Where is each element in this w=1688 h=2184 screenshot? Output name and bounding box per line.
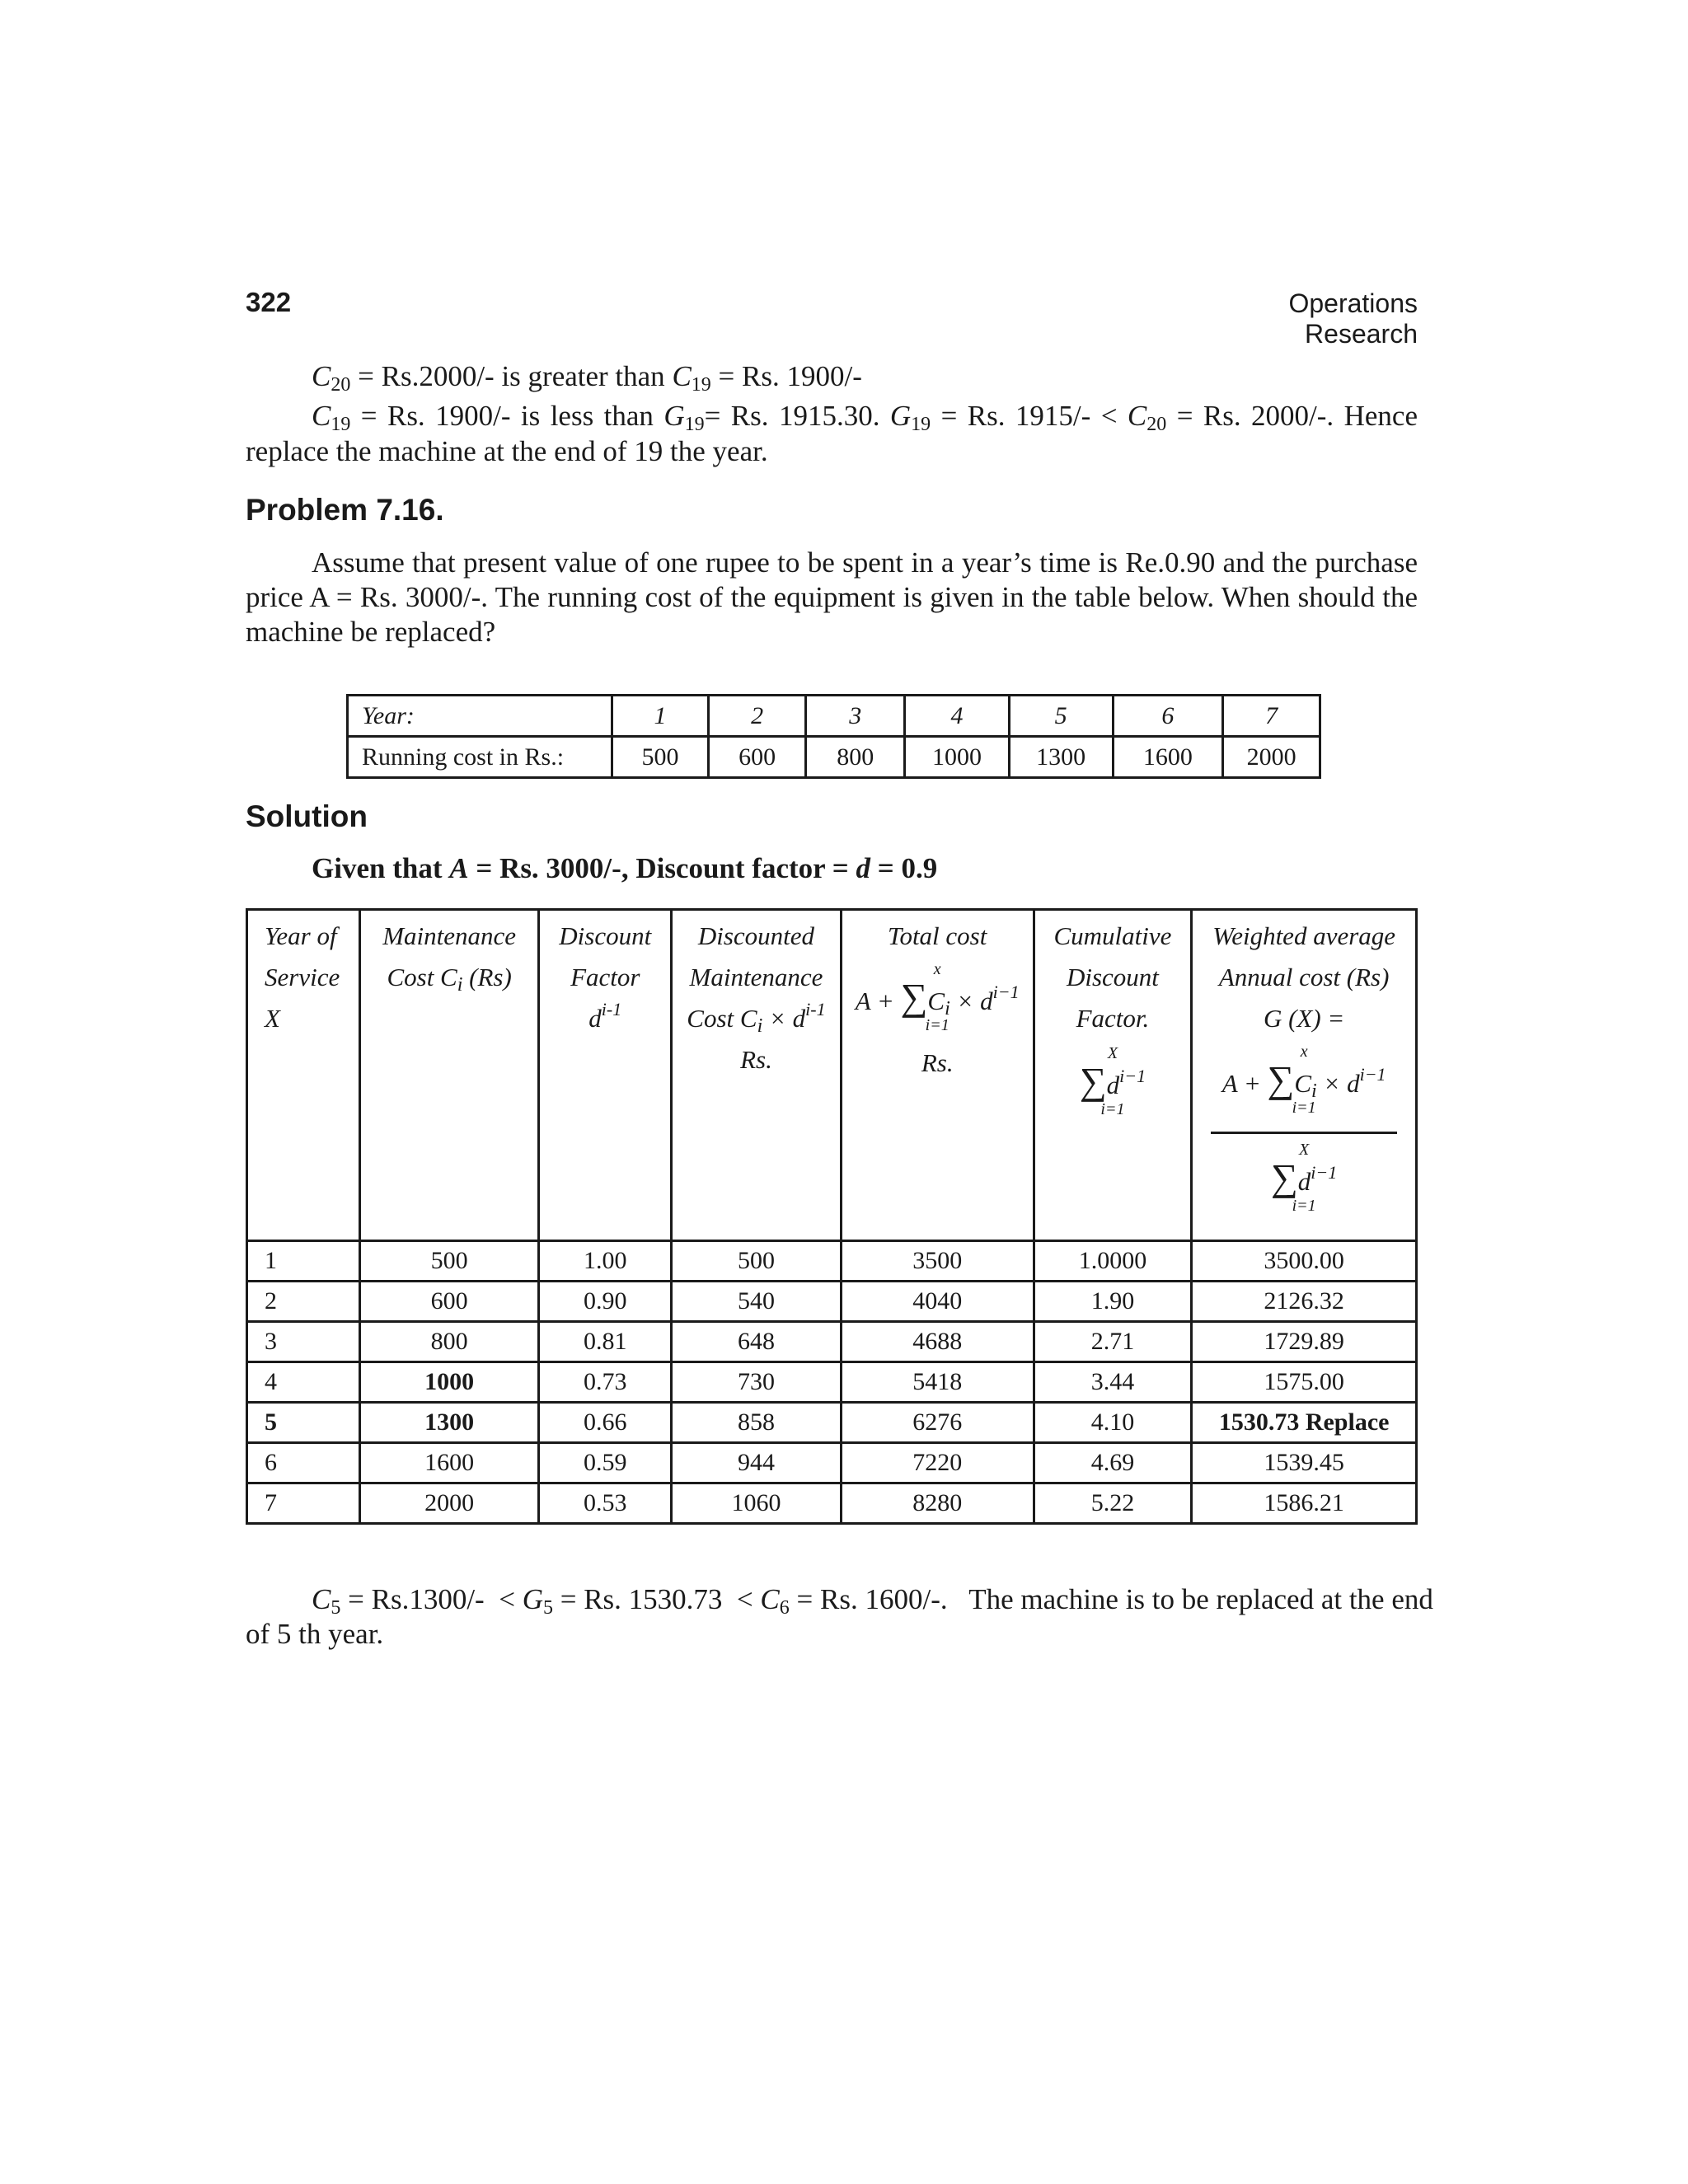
running-cost-table bbox=[346, 694, 1321, 779]
year-cell: 5 bbox=[1009, 696, 1113, 737]
problem-line-3: machine be replaced? bbox=[246, 616, 496, 648]
cell-cumulative: 1.90 bbox=[1034, 1282, 1192, 1322]
table-row bbox=[247, 1362, 1417, 1403]
year-cell: 1 bbox=[612, 696, 709, 737]
cell-factor: 0.81 bbox=[539, 1322, 672, 1362]
cell-cumulative: 4.10 bbox=[1034, 1403, 1192, 1443]
conclusion-line-2: of 5 th year. bbox=[246, 1618, 384, 1650]
table-row bbox=[247, 1322, 1417, 1362]
cell-discounted: 944 bbox=[672, 1443, 842, 1483]
header-cumulative-discount: Cumulative Discount Factor. X $\sum d^{i-1}$ i=1 bbox=[1034, 910, 1192, 1241]
cell-cumulative: 4.69 bbox=[1034, 1443, 1192, 1483]
cost-cell: 2000 bbox=[1223, 737, 1320, 778]
cell-factor: 1.00 bbox=[539, 1241, 672, 1282]
cell-factor: 0.73 bbox=[539, 1362, 672, 1403]
page-number: 322 bbox=[246, 287, 292, 317]
cell-year: 5 bbox=[247, 1403, 360, 1443]
cost-cell: 1300 bbox=[1009, 737, 1113, 778]
cell-total: 3500 bbox=[841, 1241, 1034, 1282]
given-line: Given that A = Rs. 3000/-, Discount factor = d = 0.9 bbox=[312, 852, 938, 884]
cumulative-formula: X $\sum d^{i-1}$ i=1 bbox=[1079, 1044, 1146, 1118]
table-row bbox=[247, 1443, 1417, 1483]
cell-maintenance: 1300 bbox=[359, 1403, 539, 1443]
problem-line-2: price A = Rs. 3000/-. The running cost of the equipment is given in the table below. When should the bbox=[246, 581, 1418, 613]
cell-total: 8280 bbox=[841, 1483, 1034, 1524]
cell-factor: 0.53 bbox=[539, 1483, 672, 1524]
cell-total: 6276 bbox=[841, 1403, 1034, 1443]
cell-weighted: 1530.73 Replace bbox=[1192, 1403, 1417, 1443]
year-cell: 6 bbox=[1113, 696, 1223, 737]
cell-maintenance: 800 bbox=[359, 1322, 539, 1362]
cell-year: 6 bbox=[247, 1443, 360, 1483]
solution-header-row bbox=[247, 910, 1417, 1241]
cell-discounted: 540 bbox=[672, 1282, 842, 1322]
cell-discounted: 730 bbox=[672, 1362, 842, 1403]
cost-cell: 1600 bbox=[1113, 737, 1223, 778]
cell-factor: 0.90 bbox=[539, 1282, 672, 1322]
solution-heading: Solution bbox=[246, 799, 368, 833]
weighted-denominator: X $\sum d^{i-1}$ i=1 bbox=[1271, 1141, 1338, 1215]
cell-maintenance: 600 bbox=[359, 1282, 539, 1322]
cell-cumulative: 1.0000 bbox=[1034, 1241, 1192, 1282]
cell-total: 4040 bbox=[841, 1282, 1034, 1322]
cell-weighted: 1539.45 bbox=[1192, 1443, 1417, 1483]
cell-maintenance: 2000 bbox=[359, 1483, 539, 1524]
header-discount-factor: Discount Factor $d^{i-1}$ bbox=[539, 910, 672, 1241]
cell-discounted: 648 bbox=[672, 1322, 842, 1362]
intro-line-2: $C_{19} = Rs$. 1900/- is less than $G_{19}= Rs$. 1915.30. $G_{19} = Rs$. $1915/- < C_{20} = Rs$. 2000/-. Hence bbox=[312, 400, 1418, 435]
cell-year: 2 bbox=[247, 1282, 360, 1322]
cell-total: 7220 bbox=[841, 1443, 1034, 1483]
year-cell: 7 bbox=[1223, 696, 1320, 737]
table-row bbox=[247, 1282, 1417, 1322]
header-discounted-maintenance: Discounted Maintenance Cost $C_i \times d^{i-1}$ Rs. bbox=[672, 910, 842, 1241]
header-year: Year of Service X bbox=[247, 910, 360, 1241]
fraction-bar bbox=[1211, 1132, 1397, 1134]
cell-year: 4 bbox=[247, 1362, 360, 1403]
cell-weighted: 3500.00 bbox=[1192, 1241, 1417, 1282]
cell-year: 3 bbox=[247, 1322, 360, 1362]
cell-factor: 0.59 bbox=[539, 1443, 672, 1483]
problem-line-1: Assume that present value of one rupee to be spent in a year’s time is Re.0.90 and the purchase bbox=[312, 546, 1418, 579]
cell-weighted: 1729.89 bbox=[1192, 1322, 1417, 1362]
cell-year: 7 bbox=[247, 1483, 360, 1524]
intro-line-1: $C_{20} = Rs.2000/-$ is greater than $C_{19} = Rs$. 1900/- bbox=[312, 360, 862, 396]
total-cost-formula: x $A + \sum C_i \times d^{i-1}$ i=1 bbox=[855, 960, 1020, 1034]
problem-heading: Problem 7.16. bbox=[246, 493, 444, 527]
cell-cumulative: 2.71 bbox=[1034, 1322, 1192, 1362]
year-cell: 3 bbox=[806, 696, 905, 737]
running-head: Operations Research bbox=[1288, 288, 1418, 349]
table-row-replace bbox=[247, 1403, 1417, 1443]
cell-discounted: 1060 bbox=[672, 1483, 842, 1524]
cell-total: 4688 bbox=[841, 1322, 1034, 1362]
header-weighted-average: Weighted average Annual cost (Rs) G (X) = x $A + \sum C_i \times d^{i-1}$ i=1 X $\sum d^{i-1}$ i=1 bbox=[1192, 910, 1417, 1241]
conclusion-line-1: $C_5 = Rs.1300/- < G_5 = Rs$. $1530.73 < C_6 = Rs$. 1600/-. The machine is to be replaced at the end bbox=[312, 1583, 1433, 1619]
cost-cell: 800 bbox=[806, 737, 905, 778]
year-cell: 4 bbox=[905, 696, 1010, 737]
cell-maintenance: 1000 bbox=[359, 1362, 539, 1403]
cell-maintenance: 1600 bbox=[359, 1443, 539, 1483]
cell-discounted: 858 bbox=[672, 1403, 842, 1443]
cell-discounted: 500 bbox=[672, 1241, 842, 1282]
cell-weighted: 1586.21 bbox=[1192, 1483, 1417, 1524]
weighted-numerator: x $A + \sum C_i \times d^{i-1}$ i=1 bbox=[1221, 1043, 1386, 1117]
cell-factor: 0.66 bbox=[539, 1403, 672, 1443]
header-total-cost: Total cost x $A + \sum C_i \times d^{i-1}$ i=1 Rs. bbox=[841, 910, 1034, 1241]
intro-line-3: replace the machine at the end of 19 the year. bbox=[246, 435, 768, 467]
cost-row bbox=[348, 737, 1320, 778]
solution-table bbox=[246, 908, 1418, 1525]
table-row bbox=[247, 1483, 1417, 1524]
cost-cell: 600 bbox=[708, 737, 806, 778]
year-cell: 2 bbox=[708, 696, 806, 737]
cell-total: 5418 bbox=[841, 1362, 1034, 1403]
header-maintenance: Maintenance Cost $C_i$ (Rs) bbox=[359, 910, 539, 1241]
cost-label: Running cost in Rs.: bbox=[348, 737, 612, 778]
cost-cell: 500 bbox=[612, 737, 709, 778]
table-row bbox=[247, 1241, 1417, 1282]
cell-cumulative: 3.44 bbox=[1034, 1362, 1192, 1403]
cell-weighted: 2126.32 bbox=[1192, 1282, 1417, 1322]
year-label: Year: bbox=[348, 696, 612, 737]
cost-cell: 1000 bbox=[905, 737, 1010, 778]
cell-year: 1 bbox=[247, 1241, 360, 1282]
cell-maintenance: 500 bbox=[359, 1241, 539, 1282]
year-row bbox=[348, 696, 1320, 737]
cell-weighted: 1575.00 bbox=[1192, 1362, 1417, 1403]
cell-cumulative: 5.22 bbox=[1034, 1483, 1192, 1524]
